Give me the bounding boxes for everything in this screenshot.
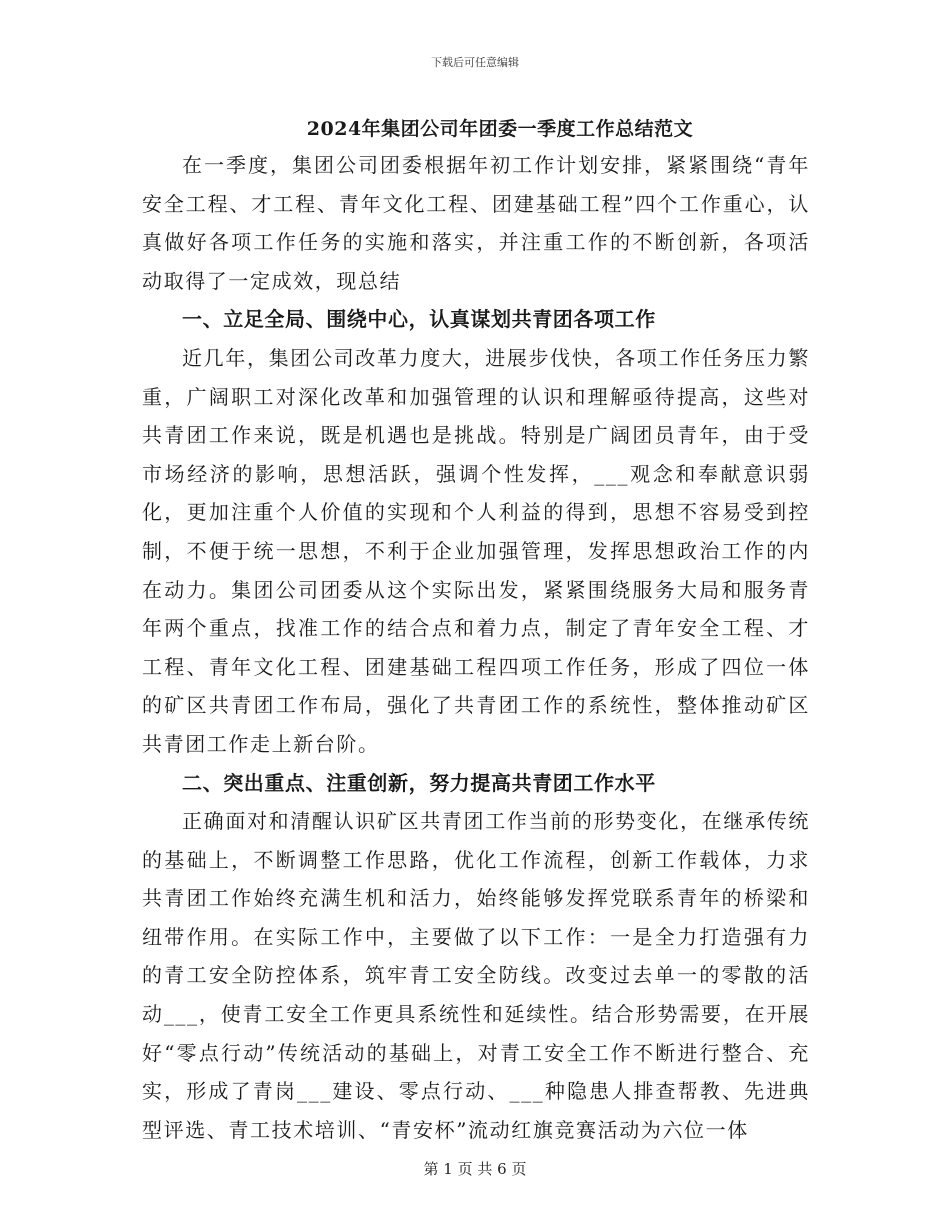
document-title: 2024年集团公司年团委一季度工作总结范文	[306, 118, 694, 140]
page-number-footer: 第 1 页 共 6 页	[423, 1160, 527, 1178]
header-note: 下载后可任意编辑	[431, 56, 519, 69]
section-heading-1: 一、立足全局、围绕中心，认真谋划共青团各项工作	[182, 307, 656, 332]
document-body	[142, 146, 810, 1149]
section-body-2: 正确面对和清醒认识矿区共青团工作当前的形势变化，在继承传统的基础上，不断调整工作思路，优化工作流程，创新工作载体，力求共青团工作始终充满生机和活力，始终能够发挥党联系青年的桥梁和纽带作用。在实际工作中，主要做了以下工作：一是全力打造强有力的青工安全防控体系，筑牢青工安全防线。改变过去单一的零散的活动___，使青工安全工作更具系统性和延续性。结合形势需要，在开展好“零点行动”传统活动的基础上，对青工安全工作不断进行整合、充实，形成了青岗___建设、零点行动、___种隐患人排查帮教、先进典型评选、青工技术培训、“青安杯”流动红旗竞赛活动为六位一体	[142, 809, 810, 1142]
intro-paragraph: 在一季度，集团公司团委根据年初工作计划安排，紧紧围绕“青年安全工程、才工程、青年文化工程、团建基础工程”四个工作重心，认真做好各项工作任务的实施和落实，并注重工作的不断创新，各项活动取得了一定成效，现总结	[142, 153, 810, 293]
section-body-1: 近几年，集团公司改革力度大，进展步伐快，各项工作任务压力繁重，广阔职工对深化改革和加强管理的认识和理解亟待提高，这些对共青团工作来说，既是机遇也是挑战。特别是广阔团员青年，由于受市场经济的影响，思想活跃，强调个性发挥，___观念和奉献意识弱化，更加注重个人价值的实现和个人利益的得到，思想不容易受到控制，不便于统一思想，不利于企业加强管理，发挥思想政治工作的内在动力。集团公司团委从这个实际出发，紧紧围绕服务大局和服务青年两个重点，找准工作的结合点和着力点，制定了青年安全工程、才工程、青年文化工程、团建基础工程四项工作任务，形成了四位一体的矿区共青团工作布局，强化了共青团工作的系统性，整体推动矿区共青团工作走上新台阶。	[142, 345, 810, 756]
section-heading-2: 二、突出重点、注重创新，努力提高共青团工作水平	[182, 770, 656, 795]
